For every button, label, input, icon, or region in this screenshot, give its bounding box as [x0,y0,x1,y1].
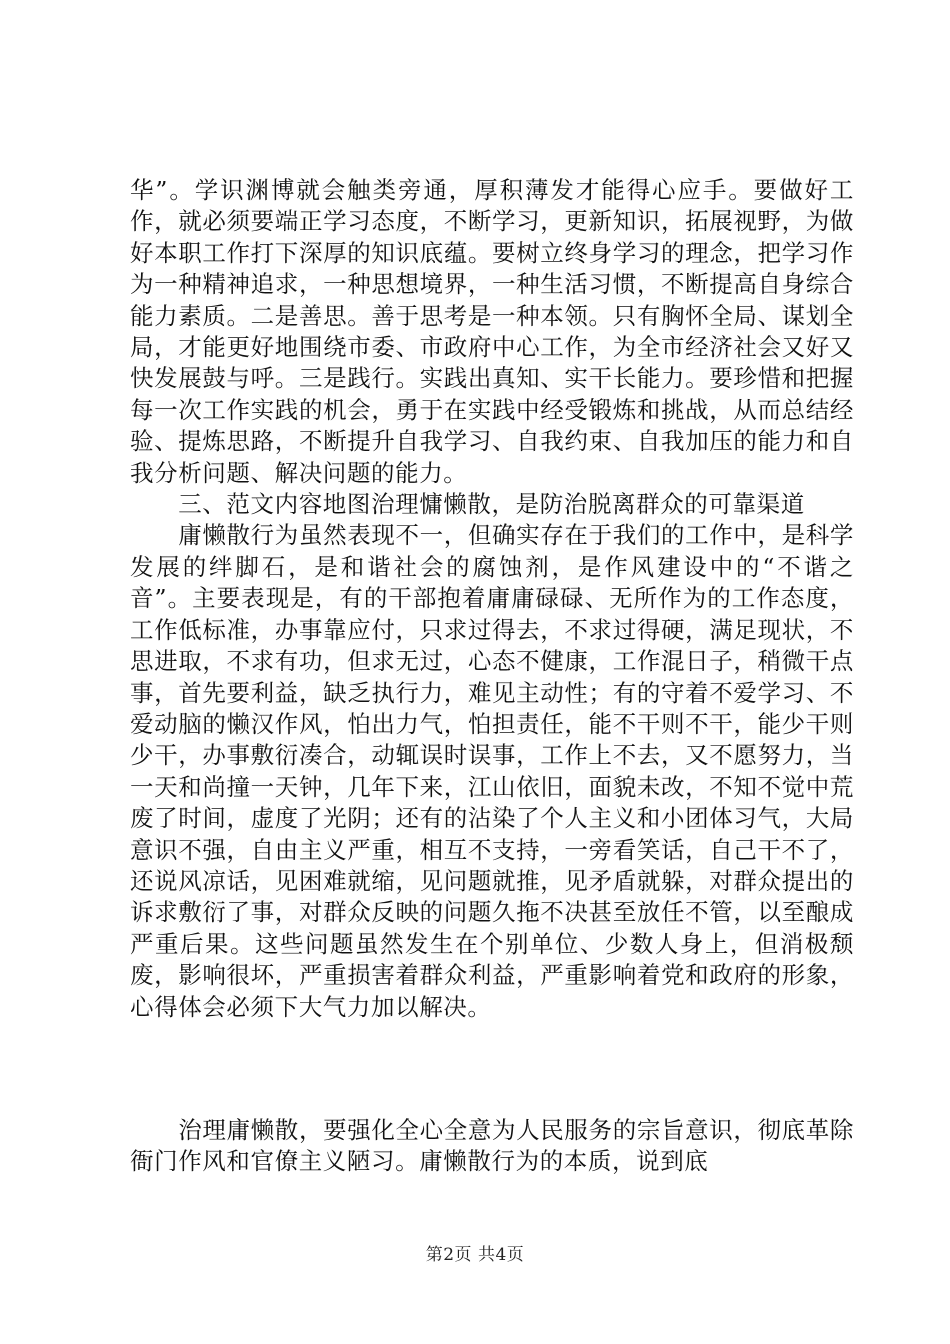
paragraph-governance: 治理庸懒散，要强化全心全意为人民服务的宗旨意识，彻底革除衙门作风和官僚主义陋习。庸懒散行为的本质，说到底 [130,1116,854,1176]
body-text-bottom [130,1115,854,1178]
paragraph-learning: 华”。学识渊博就会触类旁通，厚积薄发才能得心应手。要做好工作，就必须要端正学习态度，不断学习，更新知识，拓展视野，为做好本职工作打下深厚的知识底蕴。要树立终身学习的理念，把学习作为一种精神追求，一种思想境界，一种生活习惯，不断提高自身综合能力素质。二是善思。善于思考是一种本领。只有胸怀全局、谋划全局，才能更好地围绕市委、市政府中心工作，为全市经济社会又好又快发展鼓与呼。三是践行。实践出真知、实干长能力。要珍惜和把握每一次工作实践的机会，勇于在实践中经受锻炼和挑战，从而总结经验、提炼思路，不断提升自我学习、自我约束、自我加压的能力和自我分析问题、解决问题的能力。 [130,176,854,487]
section-heading-3: 三、范文内容地图治理慵懒散，是防治脱离群众的可靠渠道 [130,490,805,519]
paragraph-laziness: 庸懒散行为虽然表现不一，但确实存在于我们的工作中，是科学发展的绊脚石，是和谐社会的腐蚀剂，是作风建设中的“不谐之音”。主要表现是，有的干部抱着庸庸碌碌、无所作为的工作态度，工作低标准，办事靠应付，只求过得去，不求过得硬，满足现状，不思进取，不求有功，但求无过，心态不健康，工作混日子，稍微干点事，首先要利益，缺乏执行力，难见主动性；有的守着不爱学习、不爱动脑的懒汉作风，怕出力气，怕担责任，能不干则不干，能少干则少干，办事敷衍凑合，动辄误时误事，工作上不去，又不愿努力，当一天和尚撞一天钟，几年下来，江山依旧，面貌未改，不知不觉中荒废了时间，虚度了光阴；还有的沾染了个人主义和小团体习气，大局意识不强，自由主义严重，相互不支持，一旁看笑话，自己干不了，还说风凉话，见困难就缩，见问题就推，见矛盾就躲，对群众提出的诉求敷衍了事，对群众反映的问题久拖不决甚至放任不管，以至酿成严重后果。这些问题虽然发生在个别单位、少数人身上，但消极颓废，影响很坏，严重损害着群众利益，严重影响着党和政府的形象，心得体会必须下大气力加以解决。 [130,521,854,1021]
body-text-top [130,175,854,1023]
page-footer: 第2页 共4页 [425,1245,525,1265]
